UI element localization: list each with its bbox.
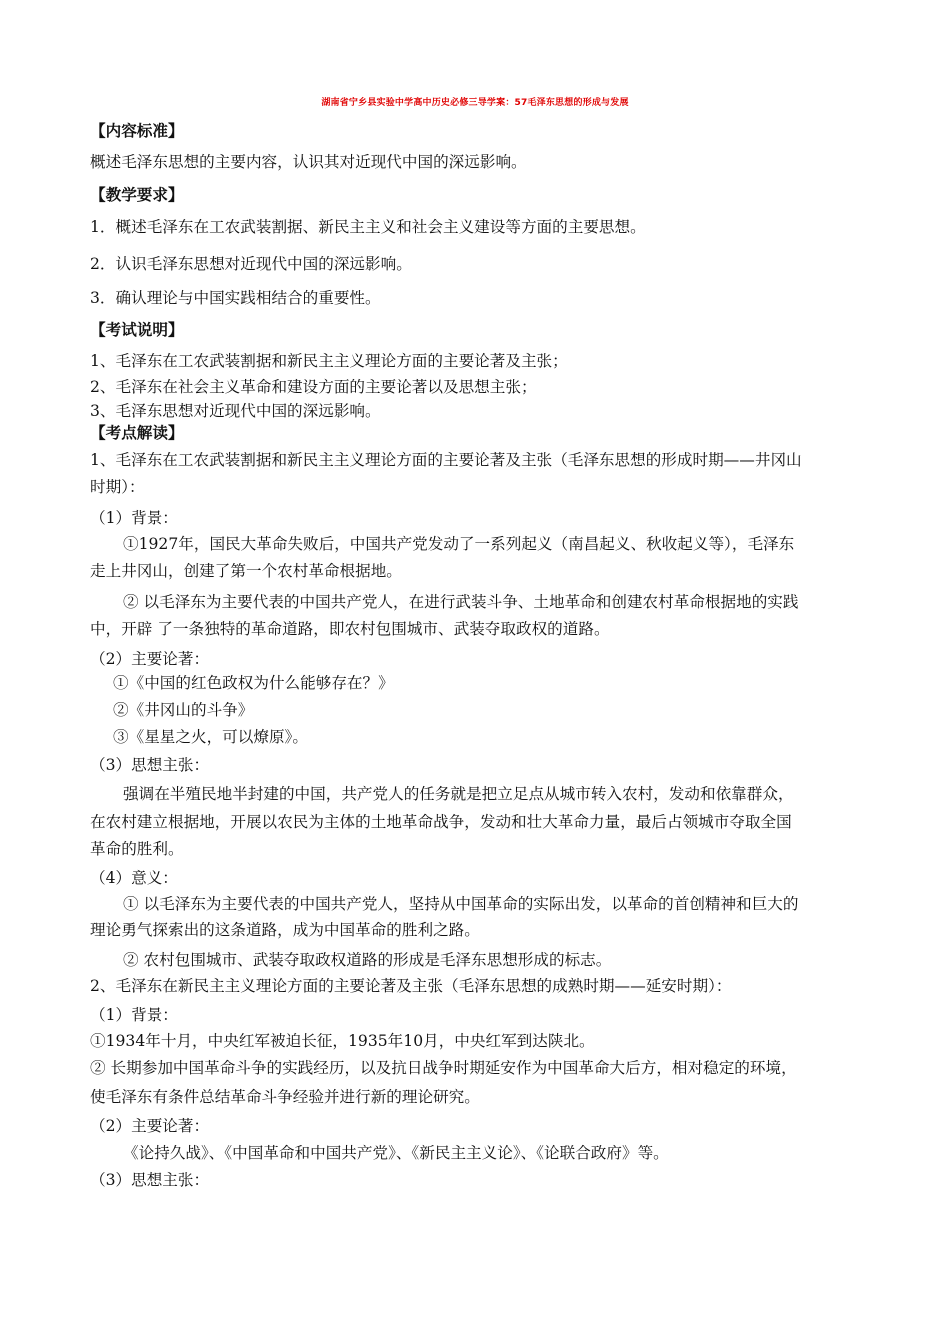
paragraph-line: ③《星星之火，可以燎原》。 xyxy=(113,728,308,746)
paragraph-line: 时期）： xyxy=(90,478,145,496)
paragraph-line: ①1927年，国民大革命失败后，中国共产党发动了一系列起义（南昌起义、秋收起义等），毛泽东 xyxy=(123,535,795,553)
paragraph-line: 1、毛泽东在工农武装割据和新民主主义理论方面的主要论著及主张； xyxy=(90,352,568,370)
paragraph-line: （3）思想主张： xyxy=(90,756,210,774)
section-heading: 【考试说明】 xyxy=(90,321,184,339)
paragraph-line: ② 以毛泽东为主要代表的中国共产党人，在进行武装斗争、土地革命和创建农村革命根据地的实践 xyxy=(123,593,799,611)
paragraph-line: 1．概述毛泽东在工农武装割据、新民主主义和社会主义建设等方面的主要思想。 xyxy=(90,218,646,236)
paragraph-line: ② 长期参加中国革命斗争的实践经历，以及抗日战争时期延安作为中国革命大后方，相对稳定的环境， xyxy=(90,1059,797,1077)
paragraph-line: 理论勇气探索出的这条道路，成为中国革命的胜利之路。 xyxy=(90,921,480,939)
paragraph-line: 强调在半殖民地半封建的中国，共产党人的任务就是把立足点从城市转入农村，发动和依靠群众， xyxy=(123,785,794,803)
paragraph-line: （2）主要论著： xyxy=(90,650,210,668)
section-heading: 【内容标准】 xyxy=(90,122,184,140)
paragraph-line: 2、毛泽东在新民主主义理论方面的主要论著及主张（毛泽东思想的成熟时期——延安时期）： xyxy=(90,977,732,995)
paragraph-line: 使毛泽东有条件总结革命斗争经验并进行新的理论研究。 xyxy=(90,1088,480,1106)
paragraph-line: 3．确认理论与中国实践相结合的重要性。 xyxy=(90,289,381,307)
paragraph-line: 2．认识毛泽东思想对近现代中国的深远影响。 xyxy=(90,255,412,273)
document-title: 湖南省宁乡县实验中学高中历史必修三导学案：57毛泽东思想的形成与发展 xyxy=(321,98,629,108)
paragraph-line: 走上井冈山，创建了第一个农村革命根据地。 xyxy=(90,562,402,580)
paragraph-line: 在农村建立根据地，开展以农民为主体的土地革命战争，发动和壮大革命力量，最后占领城市夺取全国 xyxy=(90,813,792,831)
section-heading: 【教学要求】 xyxy=(90,186,184,204)
paragraph-line: ② 农村包围城市、武装夺取政权道路的形成是毛泽东思想形成的标志。 xyxy=(123,951,612,969)
paragraph-line: ②《井冈山的斗争》 xyxy=(113,701,254,719)
paragraph-line: 中，开辟 了一条独特的革命道路，即农村包围城市、武装夺取政权的道路。 xyxy=(90,620,610,638)
paragraph-line: 1、毛泽东在工农武装割据和新民主主义理论方面的主要论著及主张（毛泽东思想的形成时期——井冈山 xyxy=(90,451,802,469)
paragraph-line: ①《中国的红色政权为什么能够存在？》 xyxy=(113,674,394,692)
paragraph-line: 2、毛泽东在社会主义革命和建设方面的主要论著以及思想主张； xyxy=(90,378,537,396)
paragraph-line: （1）背景： xyxy=(90,1006,178,1024)
section-heading: 【考点解读】 xyxy=(90,424,184,442)
paragraph-line: （2）主要论著： xyxy=(90,1117,210,1135)
paragraph-line: ①1934年十月，中央红军被迫长征，1935年10月，中央红军到达陕北。 xyxy=(90,1032,595,1050)
paragraph-line: ① 以毛泽东为主要代表的中国共产党人，坚持从中国革命的实际出发，以革命的首创精神和巨大的 xyxy=(123,895,799,913)
paragraph-line: （3）思想主张： xyxy=(90,1171,210,1189)
paragraph-line: 概述毛泽东思想的主要内容，认识其对近现代中国的深远影响。 xyxy=(90,153,527,171)
paragraph-line: （4）意义： xyxy=(90,869,178,887)
paragraph-line: 革命的胜利。 xyxy=(90,840,184,858)
paragraph-line: （1）背景： xyxy=(90,509,178,527)
paragraph-line: 《论持久战》、《中国革命和中国共产党》、《新民主主义论》、《论联合政府》等。 xyxy=(123,1144,669,1162)
paragraph-line: 3、毛泽东思想对近现代中国的深远影响。 xyxy=(90,402,381,420)
